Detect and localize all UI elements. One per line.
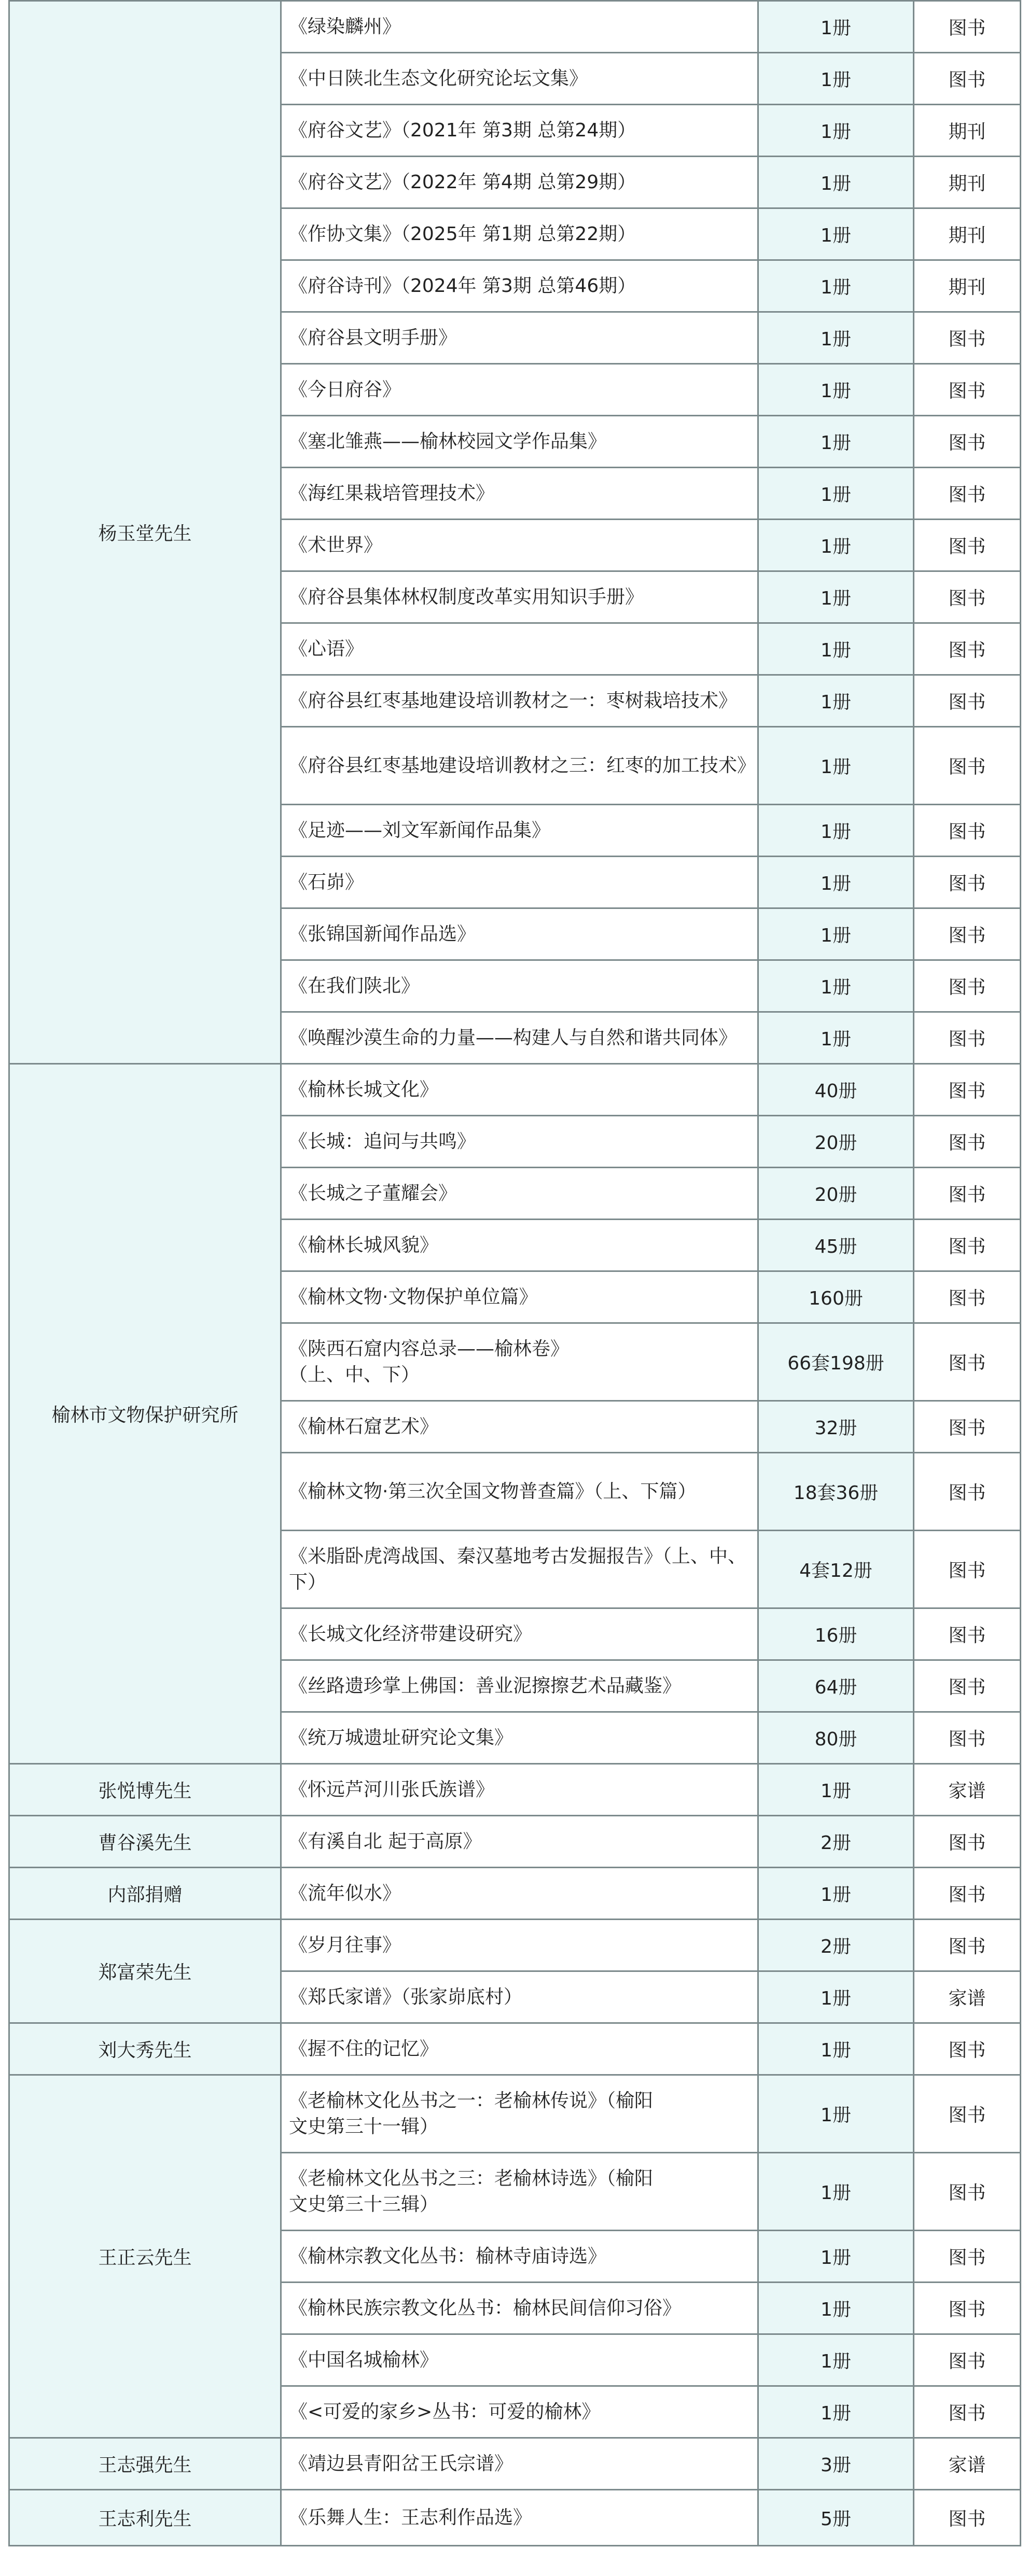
donor-cell: 杨玉堂先生 (9, 1, 281, 1064)
title-cell: 《府谷县文明手册》 (281, 312, 758, 364)
quantity-cell: 32册 (758, 1401, 914, 1453)
title-cell: 《府谷县集体林权制度改革实用知识手册》 (281, 571, 758, 623)
title-cell: 《府谷诗刊》（2024年 第3期 总第46期） (281, 260, 758, 312)
type-cell: 图书 (914, 2283, 1021, 2334)
quantity-cell: 5册 (758, 2490, 914, 2546)
type-cell: 图书 (914, 1116, 1021, 1168)
quantity-cell: 64册 (758, 1660, 914, 1712)
quantity-cell: 1册 (758, 571, 914, 623)
title-cell: 《榆林长城风貌》 (281, 1220, 758, 1271)
title-cell: 《府谷文艺》（2021年 第3期 总第24期） (281, 105, 758, 157)
quantity-cell: 1册 (758, 312, 914, 364)
type-cell: 图书 (914, 960, 1021, 1012)
quantity-cell: 1册 (758, 157, 914, 208)
type-cell: 图书 (914, 1, 1021, 53)
title-cell: 《郑氏家谱》（张家峁底村） (281, 1971, 758, 2023)
title-cell: 《府谷文艺》（2022年 第4期 总第29期） (281, 157, 758, 208)
quantity-cell: 1册 (758, 2283, 914, 2334)
donor-cell: 王正云先生 (9, 2075, 281, 2438)
type-cell: 家谱 (914, 2438, 1021, 2490)
title-cell: 《丝路遗珍掌上佛国：善业泥擦擦艺术品藏鉴》 (281, 1660, 758, 1712)
donor-cell: 王志利先生 (9, 2490, 281, 2546)
quantity-cell: 1册 (758, 727, 914, 805)
title-cell: 《府谷县红枣基地建设培训教材之三：红枣的加工技术》 (281, 727, 758, 805)
quantity-cell: 18套36册 (758, 1453, 914, 1531)
quantity-cell: 1册 (758, 1868, 914, 1920)
quantity-cell: 20册 (758, 1116, 914, 1168)
title-cell: 《榆林文物·第三次全国文物普查篇》（上、下篇） (281, 1453, 758, 1531)
quantity-cell: 16册 (758, 1608, 914, 1660)
type-cell: 图书 (914, 623, 1021, 675)
title-cell: 《唤醒沙漠生命的力量——构建人与自然和谐共同体》 (281, 1012, 758, 1064)
quantity-cell: 1册 (758, 416, 914, 468)
title-cell: 《术世界》 (281, 520, 758, 571)
type-cell: 图书 (914, 675, 1021, 727)
quantity-cell: 1册 (758, 675, 914, 727)
quantity-cell: 1册 (758, 805, 914, 857)
title-cell: 《榆林宗教文化丛书：榆林寺庙诗选》 (281, 2231, 758, 2283)
title-cell: 《海红果栽培管理技术》 (281, 468, 758, 520)
quantity-cell: 4套12册 (758, 1531, 914, 1608)
type-cell: 图书 (914, 1453, 1021, 1531)
title-cell: 《塞北雏燕——榆林校园文学作品集》 (281, 416, 758, 468)
donor-cell: 王志强先生 (9, 2438, 281, 2490)
type-cell: 图书 (914, 2231, 1021, 2283)
title-cell: 《<可爱的家乡>丛书：可爱的榆林》 (281, 2386, 758, 2438)
type-cell: 期刊 (914, 105, 1021, 157)
quantity-cell: 1册 (758, 960, 914, 1012)
type-cell: 图书 (914, 312, 1021, 364)
table-row (9, 2023, 1021, 2075)
type-cell: 图书 (914, 1531, 1021, 1608)
donor-cell: 张悦博先生 (9, 1764, 281, 1816)
table-row (9, 2438, 1021, 2490)
type-cell: 图书 (914, 2153, 1021, 2231)
title-cell: 《怀远芦河川张氏族谱》 (281, 1764, 758, 1816)
type-cell: 图书 (914, 1220, 1021, 1271)
donor-cell: 刘大秀先生 (9, 2023, 281, 2075)
type-cell: 图书 (914, 2334, 1021, 2386)
type-cell: 图书 (914, 1323, 1021, 1401)
donor-cell: 曹谷溪先生 (9, 1816, 281, 1868)
donor-cell: 郑富荣先生 (9, 1920, 281, 2023)
type-cell: 图书 (914, 1608, 1021, 1660)
type-cell: 期刊 (914, 260, 1021, 312)
donation-list (8, 0, 1020, 2546)
quantity-cell: 1册 (758, 260, 914, 312)
donor-cell: 榆林市文物保护研究所 (9, 1064, 281, 1764)
title-cell: 《岁月往事》 (281, 1920, 758, 1971)
title-cell: 《作协文集》（2025年 第1期 总第22期） (281, 208, 758, 260)
title-cell: 《乐舞人生：王志利作品选》 (281, 2490, 758, 2546)
title-cell: 《长城文化经济带建设研究》 (281, 1608, 758, 1660)
quantity-cell: 1册 (758, 520, 914, 571)
title-cell: 《足迹——刘文军新闻作品集》 (281, 805, 758, 857)
type-cell: 图书 (914, 571, 1021, 623)
type-cell: 图书 (914, 53, 1021, 105)
donation-table (8, 0, 1021, 2546)
type-cell: 图书 (914, 2386, 1021, 2438)
title-cell: 《心语》 (281, 623, 758, 675)
type-cell: 图书 (914, 1660, 1021, 1712)
quantity-cell: 80册 (758, 1712, 914, 1764)
type-cell: 图书 (914, 1271, 1021, 1323)
title-cell: 《长城：追问与共鸣》 (281, 1116, 758, 1168)
type-cell: 图书 (914, 468, 1021, 520)
quantity-cell: 45册 (758, 1220, 914, 1271)
type-cell: 期刊 (914, 208, 1021, 260)
title-cell: 《绿染麟州》 (281, 1, 758, 53)
type-cell: 家谱 (914, 1971, 1021, 2023)
type-cell: 图书 (914, 2490, 1021, 2546)
title-cell: 《今日府谷》 (281, 364, 758, 416)
quantity-cell: 66套198册 (758, 1323, 914, 1401)
type-cell: 图书 (914, 520, 1021, 571)
quantity-cell: 1册 (758, 468, 914, 520)
title-cell: 《有溪自北 起于高原》 (281, 1816, 758, 1868)
donor-cell: 内部捐赠 (9, 1868, 281, 1920)
quantity-cell: 40册 (758, 1064, 914, 1116)
quantity-cell: 1册 (758, 2231, 914, 2283)
table-row (9, 2075, 1021, 2153)
quantity-cell: 1册 (758, 2334, 914, 2386)
quantity-cell: 1册 (758, 2023, 914, 2075)
table-row (9, 1920, 1021, 1971)
table-row (9, 1, 1021, 53)
title-cell: 《榆林民族宗教文化丛书：榆林民间信仰习俗》 (281, 2283, 758, 2334)
type-cell: 图书 (914, 1401, 1021, 1453)
type-cell: 图书 (914, 1064, 1021, 1116)
type-cell: 期刊 (914, 157, 1021, 208)
title-cell: 《在我们陕北》 (281, 960, 758, 1012)
title-cell: 《榆林文物·文物保护单位篇》 (281, 1271, 758, 1323)
type-cell: 图书 (914, 1868, 1021, 1920)
quantity-cell: 3册 (758, 2438, 914, 2490)
title-cell: 《榆林长城文化》 (281, 1064, 758, 1116)
quantity-cell: 160册 (758, 1271, 914, 1323)
type-cell: 图书 (914, 908, 1021, 960)
table-row (9, 1816, 1021, 1868)
title-cell: 《老榆林文化丛书之三：老榆林诗选》（榆阳 文史第三十三辑） (281, 2153, 758, 2231)
title-cell: 《握不住的记忆》 (281, 2023, 758, 2075)
title-cell: 《榆林石窟艺术》 (281, 1401, 758, 1453)
quantity-cell: 1册 (758, 208, 914, 260)
type-cell: 图书 (914, 2023, 1021, 2075)
type-cell: 图书 (914, 1168, 1021, 1220)
type-cell: 图书 (914, 364, 1021, 416)
title-cell: 《长城之子董耀会》 (281, 1168, 758, 1220)
title-cell: 《中日陕北生态文化研究论坛文集》 (281, 53, 758, 105)
quantity-cell: 1册 (758, 364, 914, 416)
quantity-cell: 1册 (758, 1012, 914, 1064)
title-cell: 《张锦国新闻作品选》 (281, 908, 758, 960)
quantity-cell: 1册 (758, 1, 914, 53)
type-cell: 图书 (914, 805, 1021, 857)
quantity-cell: 2册 (758, 1920, 914, 1971)
table-row (9, 1868, 1021, 1920)
table-row (9, 2490, 1021, 2546)
table-row (9, 1764, 1021, 1816)
title-cell: 《统万城遗址研究论文集》 (281, 1712, 758, 1764)
title-cell: 《米脂卧虎湾战国、秦汉墓地考古发掘报告》（上、中、下） (281, 1531, 758, 1608)
quantity-cell: 1册 (758, 908, 914, 960)
quantity-cell: 1册 (758, 1764, 914, 1816)
quantity-cell: 1册 (758, 1971, 914, 2023)
quantity-cell: 1册 (758, 857, 914, 908)
type-cell: 图书 (914, 2075, 1021, 2153)
title-cell: 《靖边县青阳岔王氏宗谱》 (281, 2438, 758, 2490)
title-cell: 《石峁》 (281, 857, 758, 908)
type-cell: 图书 (914, 857, 1021, 908)
quantity-cell: 1册 (758, 2153, 914, 2231)
type-cell: 图书 (914, 1712, 1021, 1764)
title-cell: 《老榆林文化丛书之一：老榆林传说》（榆阳 文史第三十一辑） (281, 2075, 758, 2153)
type-cell: 图书 (914, 416, 1021, 468)
type-cell: 图书 (914, 1816, 1021, 1868)
quantity-cell: 20册 (758, 1168, 914, 1220)
quantity-cell: 2册 (758, 1816, 914, 1868)
quantity-cell: 1册 (758, 53, 914, 105)
title-cell: 《中国名城榆林》 (281, 2334, 758, 2386)
title-cell: 《府谷县红枣基地建设培训教材之一：枣树栽培技术》 (281, 675, 758, 727)
title-cell: 《陕西石窟内容总录——榆林卷》 （上、中、下） (281, 1323, 758, 1401)
table-row (9, 1064, 1021, 1116)
quantity-cell: 1册 (758, 105, 914, 157)
quantity-cell: 1册 (758, 2075, 914, 2153)
type-cell: 家谱 (914, 1764, 1021, 1816)
type-cell: 图书 (914, 1920, 1021, 1971)
quantity-cell: 1册 (758, 623, 914, 675)
title-cell: 《流年似水》 (281, 1868, 758, 1920)
quantity-cell: 1册 (758, 2386, 914, 2438)
type-cell: 图书 (914, 727, 1021, 805)
type-cell: 图书 (914, 1012, 1021, 1064)
